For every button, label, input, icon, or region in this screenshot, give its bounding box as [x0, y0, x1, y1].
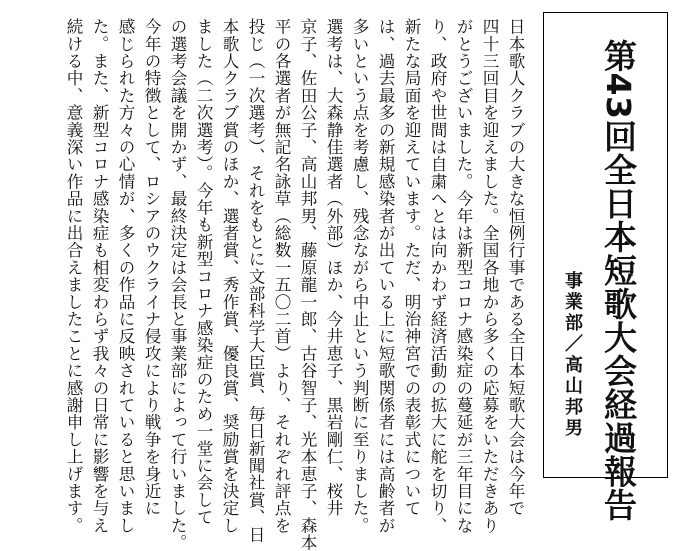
body-column: の選考会議を開かず、最終決定は会長と事業部によって行いました。	[168, 18, 187, 551]
article-byline: 事業部／高山邦男	[562, 271, 583, 439]
title-box	[543, 12, 668, 522]
body-column: 平の各選者が無記名詠草（総数一五〇二首）より、それぞれ評点を	[272, 18, 291, 534]
body-column: がとうございました。今年は新型コロナ感染症の蔓延が三年目にな	[454, 18, 473, 534]
body-column: 四十三回目を迎えました。全国各地から多くの応募をいただきあり	[480, 18, 499, 534]
body-column: 感じられた方々の心情が、多くの作品に反映されていると思いまし	[116, 18, 135, 534]
body-column: 本歌人クラブ賞のほか、選者賞、秀作賞、優良賞、奨励賞を決定し	[220, 18, 239, 534]
body-column: 投じ（一次選考）、それをもとに文部科学大臣賞、毎日新聞社賞、日	[246, 18, 265, 543]
article-body	[60, 18, 528, 551]
body-column: た。また、新型コロナ感染症も相変わらず我々の日常に影響を与え	[90, 18, 109, 534]
body-column: 選考は、大森静佳選者（外部）ほか、今井恵子、黒岩剛仁、桜井	[324, 18, 343, 517]
article-title: 第43回全日本短歌大会経過報告	[599, 39, 638, 522]
body-column: り、政府や世間は自粛へとは向かわず経済活動の拡大に舵を切り、	[428, 18, 447, 534]
body-column: ました（二次選考）。今年も新型コロナ感染症のため一堂に会して	[194, 18, 213, 526]
body-column: は、過去最多の新規感染者が出ている上に短歌関係者には高齢者が	[376, 18, 395, 534]
body-column: 日本歌人クラブの大きな恒例行事である全日本短歌大会は今年で	[506, 18, 525, 517]
body-column: 今年の特徴として、ロシアのウクライナ侵攻により戦争を身近に	[142, 18, 161, 517]
body-column: 多いという点を考慮し、残念ながら中止という判断に至りました。	[350, 18, 369, 534]
body-column: 続ける中、意義深い作品に出合えましたことに感謝申し上げます。	[64, 18, 83, 534]
body-column: 京子、佐田公子、高山邦男、藤原龍一郎、古谷智子、光本恵子、森本	[298, 18, 317, 551]
body-column: 新たな局面を迎えています。ただ、明治神宮での表彰式について	[402, 18, 421, 517]
